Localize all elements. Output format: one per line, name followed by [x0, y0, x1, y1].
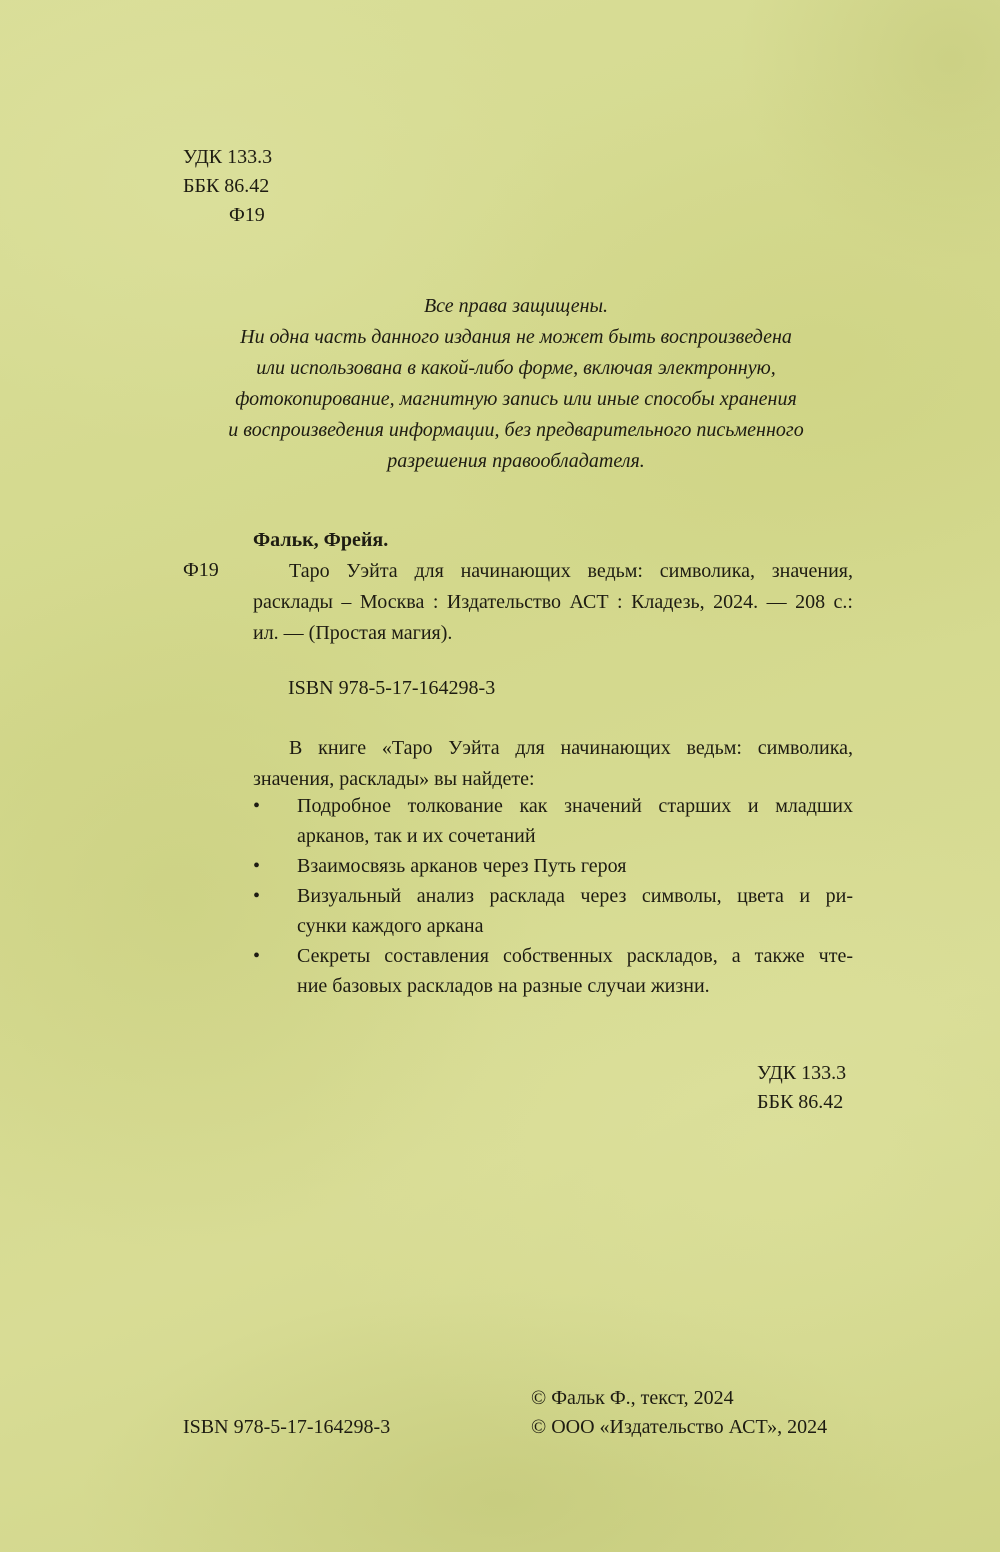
rights-line: и воспроизведения информации, без предварительного письменного [228, 419, 804, 441]
bullet-icon: • [253, 945, 261, 967]
annotation-bullet-list [253, 791, 853, 1001]
bullet-item [253, 881, 853, 941]
bullet-item [253, 791, 853, 851]
rights-line: разрешения правообладателя. [387, 450, 645, 472]
annotation-intro [253, 733, 853, 795]
udk-code-top: УДК 133.3 [183, 146, 273, 168]
bullet-item [253, 851, 853, 881]
catalog-isbn: ISBN 978-5-17-164298-3 [288, 677, 496, 699]
copyright-publisher: © ООО «Издательство АСТ», 2024 [531, 1416, 828, 1438]
bullet-text-line: Взаимосвязь арканов через Путь героя [297, 855, 627, 877]
bullet-item [253, 941, 853, 1001]
annotation-intro-line: В книге «Таро Уэйта для начинающих ведьм: символика, [289, 737, 853, 759]
bullet-text-line: Подробное толкование как значений старших и младших [297, 795, 853, 817]
bbk-code-bottom: ББК 86.42 [757, 1091, 844, 1113]
bullet-icon: • [253, 885, 261, 907]
footer-isbn: ISBN 978-5-17-164298-3 [183, 1416, 391, 1438]
copyright-text: © Фальк Ф., текст, 2024 [531, 1387, 734, 1409]
bullet-text-line: арканов, так и их сочетаний [297, 825, 536, 847]
catalog-author-sign: Ф19 [183, 559, 219, 581]
author-sign-top: Ф19 [229, 204, 265, 226]
catalog-description [253, 556, 853, 649]
bullet-icon: • [253, 795, 261, 817]
bbk-code-top: ББК 86.42 [183, 175, 270, 197]
bullet-text-line: Секреты составления собственных раскладов, а также чте- [297, 945, 853, 967]
rights-line: Ни одна часть данного издания не может быть воспроизведена [240, 326, 792, 348]
rights-line: или использована в какой-либо форме, включая электронную, [256, 357, 776, 379]
rights-line: Все права защищены. [423, 295, 609, 317]
catalog-description-line: ил. — (Простая магия). [253, 622, 453, 644]
catalog-description-line: Таро Уэйта для начинающих ведьм: символика, значения, [289, 560, 853, 582]
bullet-icon: • [253, 855, 261, 877]
rights-notice [160, 291, 872, 477]
catalog-author: Фальк, Фрейя. [253, 529, 389, 551]
udk-code-bottom: УДК 133.3 [757, 1062, 847, 1084]
bullet-text-line: Визуальный анализ расклада через символы, цвета и ри- [297, 885, 853, 907]
annotation-intro-line: значения, расклады» вы найдете: [253, 768, 535, 790]
bullet-text-line: сунки каждого аркана [297, 915, 484, 937]
catalog-description-line: расклады – Москва : Издательство АСТ : Кладезь, 2024. — 208 с.: [253, 591, 853, 613]
bullet-text-line: ние базовых раскладов на разные случаи жизни. [297, 975, 710, 997]
rights-line: фотокопирование, магнитную запись или иные способы хранения [235, 388, 797, 410]
